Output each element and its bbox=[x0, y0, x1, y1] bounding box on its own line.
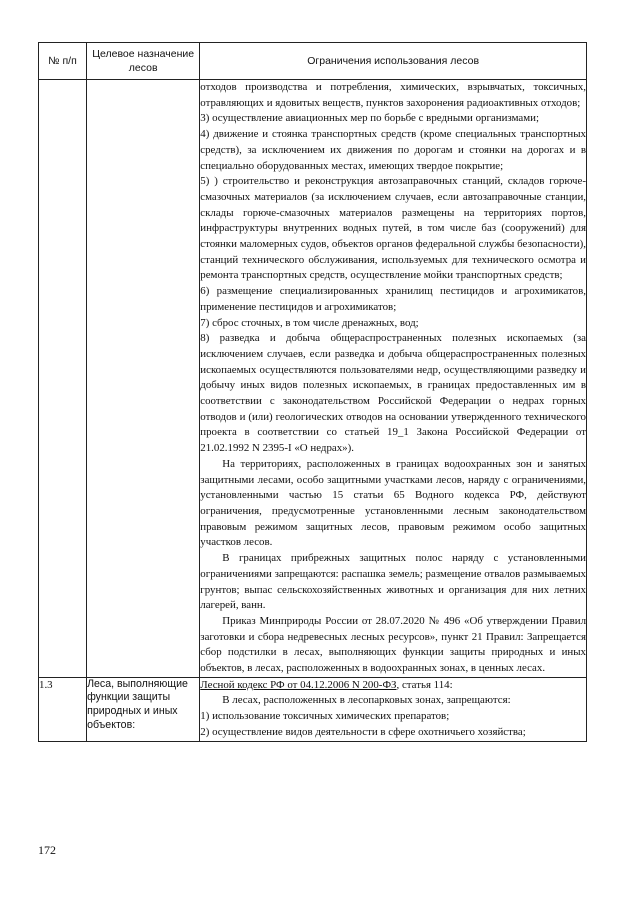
restrictions-table bbox=[38, 42, 587, 742]
paragraph: В лесах, расположенных в лесопарковых зонах, запрещаются: bbox=[222, 694, 511, 707]
table-row bbox=[39, 677, 587, 741]
row1-num-cell bbox=[39, 80, 87, 678]
paragraph: 3) осуществление авиационных мер по борьбе с вредными организмами; bbox=[200, 112, 539, 125]
law-suffix: , статья 114: bbox=[396, 678, 453, 691]
law-link[interactable]: Лесной кодекс РФ от 04.12.2006 N 200-ФЗ bbox=[200, 678, 397, 691]
table-header-row bbox=[39, 43, 587, 80]
header-restrictions: Ограничения использования лесов bbox=[200, 43, 587, 80]
row1-purpose-cell bbox=[87, 80, 200, 678]
row2-purpose-cell: Леса, выполняющие функции защиты природных и иных объектов: bbox=[87, 677, 200, 741]
law-reference bbox=[200, 678, 586, 694]
row2-restrictions-cell bbox=[200, 677, 587, 741]
paragraph: 5) ) строительство и реконструкция автозаправочных станций, складов горюче-смазочных материалов (за исключением случаев, если автозаправочные станции, склады горюче-смазочных материалов размещены на территориях портов, инфраструктуры внутренних водных путей, в том числе баз (сооружений) для стоянки маломерных судов, объектов органов федеральной службы безопасности), станций технического обслуживания, используемых для технического осмотра и ремонта транспортных средств, осуществление мойки транспортных средств; bbox=[200, 175, 586, 282]
page-number: 172 bbox=[38, 843, 56, 857]
paragraph: 8) разведка и добыча общераспространенных полезных ископаемых (за исключением случаев, если разведка и добыча общераспространенных полезных ископаемых осуществляются пользователями недр, осуществляющими разведку и добычу иных видов полезных ископаемых, в границах предоставленных им в соответствии с законодательством Российской Федерации о недрах горных отводов и (или) геологических отводов на основании утвержденного технического проекта в соответствии со статьей 19_1 Закона Российской Федерации от 21.02.1992 N 2395-I «О недрах»). bbox=[200, 332, 586, 455]
paragraph: 4) движение и стоянка транспортных средств (кроме специальных транспортных средств), за исключением их движения по дорогам и стоянки на дорогах и в специально оборудованных местах, имеющих твердое покрытие; bbox=[200, 128, 586, 172]
row1-restrictions-cell bbox=[200, 80, 587, 678]
paragraph: 7) сброс сточных, в том числе дренажных, вод; bbox=[200, 316, 419, 329]
paragraph: отходов производства и потребления, химических, взрывчатых, токсичных, отравляющих и ядовитых веществ, пунктов захоронения радиоактивных отходов; bbox=[200, 81, 586, 109]
paragraph: На территориях, расположенных в границах водоохранных зон и занятых защитными лесами, особо защитными участками лесов, наряду с ограничениями, установленными частью 15 статьи 65 Водного кодекса РФ, действуют ограничения, предусмотренные установленными лесным законодательством правовым режимом защитных лесов, правовым режимом особо защитных участков лесов. bbox=[200, 457, 586, 549]
paragraph: 6) размещение специализированных хранилищ пестицидов и агрохимикатов, применение пестицидов и агрохимикатов; bbox=[200, 285, 586, 313]
header-purpose: Целевое назначение лесов bbox=[87, 43, 200, 80]
row2-num-cell: 1.3 bbox=[39, 677, 87, 741]
paragraph: 2) осуществление видов деятельности в сфере охотничьего хозяйства; bbox=[200, 725, 526, 738]
table-row bbox=[39, 80, 587, 678]
paragraph: 1) использование токсичных химических препаратов; bbox=[200, 710, 450, 723]
paragraph: В границах прибрежных защитных полос наряду с установленными ограничениями запрещаются: распашка земель; размещение отвалов размываемых грунтов; выпас сельскохозяйственных животных и организация для них летних лагерей, ванн. bbox=[200, 552, 586, 612]
paragraph: Приказ Минприроды России от 28.07.2020 № 496 «Об утверждении Правил заготовки и сбора недревесных лесных ресурсов», пункт 21 Правил: Запрещается сбор подстилки в лесах, выполняющих функции защиты природных и иных объектов, в лесах, расположенных в водоохранных зонах, в ценных лесах. bbox=[200, 614, 586, 675]
header-num: № п/п bbox=[39, 43, 87, 80]
